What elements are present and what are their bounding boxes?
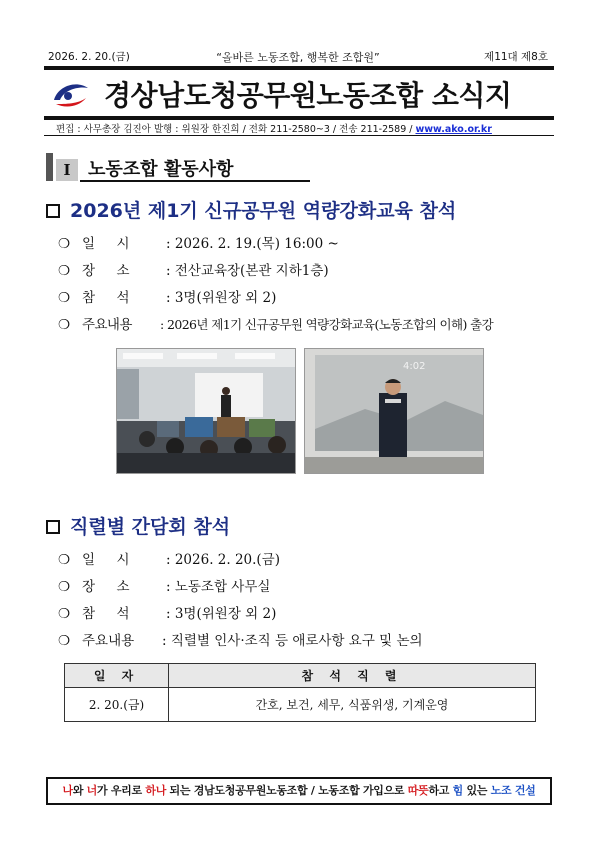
credits-text: 편집 : 사무총장 김진아 발행 : 위원장 한진희 / 전화 211-2580~3 / 전송 211-2589 / xyxy=(56,124,416,135)
circle-bullet-icon: ❍ xyxy=(58,633,71,649)
item-label: 장 소 xyxy=(82,263,130,279)
item-value: : 3명(위원장 외 2) xyxy=(166,606,277,622)
classroom-photo-image xyxy=(117,349,296,474)
circle-bullet-icon: ❍ xyxy=(58,236,71,252)
slogan-part: 와 xyxy=(72,784,87,797)
slogan-part: 나 xyxy=(62,784,73,797)
classroom-photo xyxy=(116,348,296,474)
issue-number: 제11대 제8호 xyxy=(484,51,548,63)
top-bar xyxy=(44,49,552,65)
slogan-part: 너 xyxy=(86,784,97,797)
section-underline xyxy=(80,180,310,182)
section-tab xyxy=(46,153,53,181)
item-value: : 2026. 2. 19.(목) 16:00 ~ xyxy=(166,236,339,252)
item-value: : 직렬별 인사·조직 등 애로사항 요구 및 논의 xyxy=(162,633,423,649)
table-cell-date: 2. 20.(금) xyxy=(65,688,169,722)
header-rule-bottom xyxy=(44,116,554,120)
circle-bullet-icon: ❍ xyxy=(58,317,70,333)
article-title-2 xyxy=(46,512,230,539)
attendance-table xyxy=(64,663,536,722)
newsletter-title: 경상남도청공무원노동조합 소식지 xyxy=(104,79,512,112)
item-value: : 전산교육장(본관 지하1층) xyxy=(166,263,329,279)
item-label: 주요내용 xyxy=(82,317,132,333)
credits-rule xyxy=(44,135,554,136)
item-value: : 3명(위원장 외 2) xyxy=(166,290,277,306)
slogan-part: 하고 xyxy=(428,784,453,797)
motto: “올바른 노동조합, 행복한 조합원” xyxy=(216,51,380,64)
circle-bullet-icon: ❍ xyxy=(58,290,71,306)
slide-timer: 4:02 xyxy=(403,361,426,372)
article-title-2-text: 직렬별 간담회 참석 xyxy=(70,516,231,538)
item-label: 참 석 xyxy=(82,290,130,306)
article1-item-place xyxy=(58,259,329,279)
table-header-date: 일 자 xyxy=(65,664,169,688)
item-label: 일 시 xyxy=(82,236,130,252)
article1-item-content xyxy=(58,313,493,333)
table-header-row xyxy=(65,664,536,688)
item-value: : 2026. 2. 20.(금) xyxy=(166,552,280,568)
circle-bullet-icon: ❍ xyxy=(58,606,71,622)
item-label: 참 석 xyxy=(82,606,130,622)
slogan-part: 있는 xyxy=(462,784,491,797)
item-value: : 2026년 제1기 신규공무원 역량강화교육(노동조합의 이해) 출강 xyxy=(160,317,494,332)
item-value: : 노동조합 사무실 xyxy=(166,579,271,595)
item-label: 주요내용 xyxy=(82,633,135,649)
issue-date: 2026. 2. 20.(금) xyxy=(48,51,130,63)
speaker-photo-image xyxy=(305,349,484,474)
article-title-1-text: 2026년 제1기 신규공무원 역량강화교육 참석 xyxy=(70,200,457,222)
slogan-part: 따뜻 xyxy=(407,784,429,797)
circle-bullet-icon: ❍ xyxy=(58,552,71,568)
header-rule-top xyxy=(44,66,554,70)
slogan-part: 가 우리로 xyxy=(97,784,146,797)
union-logo-icon xyxy=(50,78,90,112)
section-title: 노동조합 활동사항 xyxy=(88,159,234,180)
website-link[interactable]: www.ako.or.kr xyxy=(415,124,492,135)
table-cell-groups: 간호, 보건, 세무, 식품위생, 기계운영 xyxy=(169,688,536,722)
masthead xyxy=(44,72,554,116)
table-row xyxy=(65,688,536,722)
section-number: I xyxy=(56,159,78,181)
article2-item-attendees xyxy=(58,602,276,622)
slogan-part: 하나 xyxy=(145,784,167,797)
article2-item-date xyxy=(58,548,280,568)
item-label: 일 시 xyxy=(82,552,130,568)
checkbox-square-icon xyxy=(46,204,60,218)
slogan-part: 노조 건설 xyxy=(490,784,536,797)
circle-bullet-icon: ❍ xyxy=(58,263,71,279)
checkbox-square-icon xyxy=(46,520,60,534)
circle-bullet-icon: ❍ xyxy=(58,579,71,595)
article2-item-content xyxy=(58,629,423,649)
slogan-part: 힘 xyxy=(452,784,463,797)
table-header-groups: 참 석 직 렬 xyxy=(169,664,536,688)
slogan-part: 되는 경남도청공무원노동조합 / 노동조합 가입으로 xyxy=(166,784,408,797)
footer-slogan xyxy=(46,777,552,805)
article1-item-attendees xyxy=(58,286,276,306)
item-label: 장 소 xyxy=(82,579,130,595)
credits-line xyxy=(56,121,492,135)
article2-item-place xyxy=(58,575,270,595)
article1-item-date xyxy=(58,232,339,252)
article-title-1 xyxy=(46,196,456,223)
speaker-photo xyxy=(304,348,484,474)
